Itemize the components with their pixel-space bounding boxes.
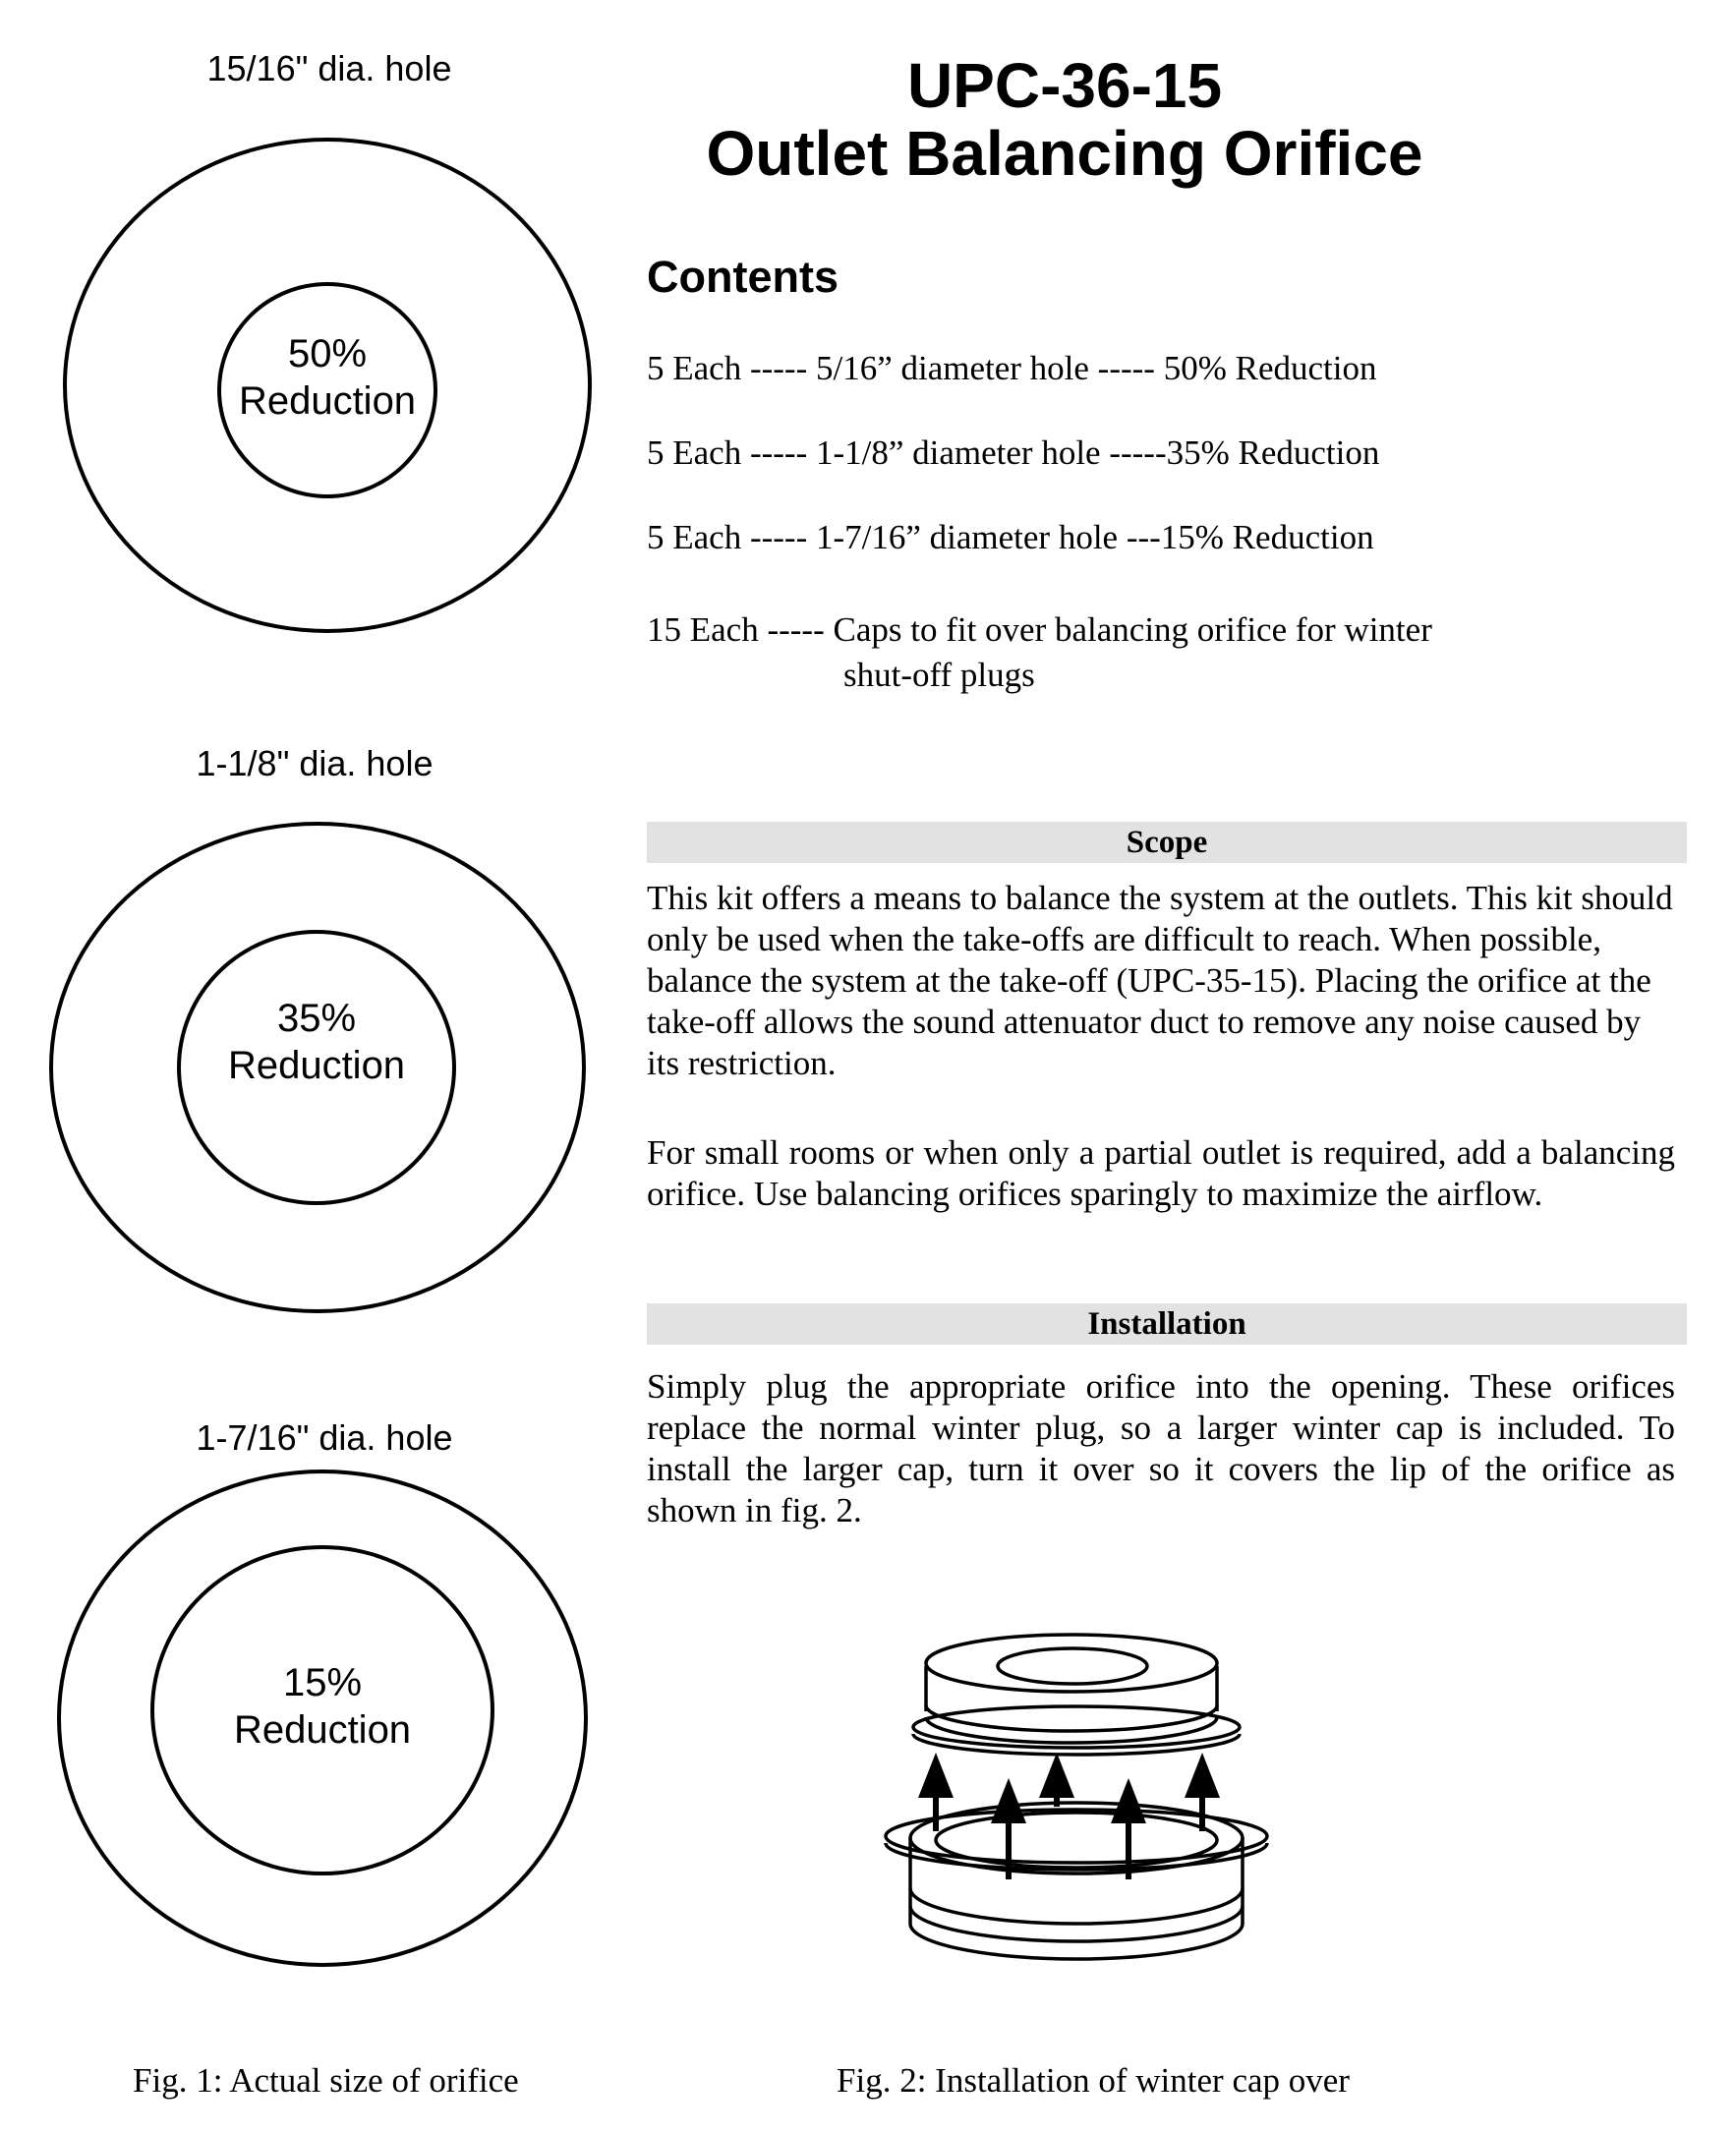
installation-header-bar (647, 1303, 1687, 1345)
fig1-reduction-text-15 (175, 1659, 470, 1754)
fig1-word-15: Reduction (233, 1708, 412, 1752)
fig1-label-35: 1-1/8" dia. hole (196, 743, 434, 783)
orifice-ring-drawing (886, 1803, 1267, 1959)
fig1-caption: Fig. 1: Actual size of orifice (133, 2061, 519, 2100)
fig2-winter-cap-installation-drawing (831, 1597, 1342, 2020)
contents-item-2: 5 Each ----- 1-1/8” diameter hole -----35% Reduction (647, 433, 1380, 472)
scope-paragraph-1: This kit offers a means to balance the system at the outlets. This kit should only be used when the take-offs are difficult to reach. When possible, balance the system at the take-off (UPC-35-15). Placing the orifice at the take-off allows the sound attenuator duct to remove any noise caused by its restriction. (647, 879, 1673, 1082)
contents-item-1: 5 Each ----- 5/16” diameter hole ----- 50% Reduction (647, 349, 1377, 387)
fig1-label-15: 1-7/16" dia. hole (196, 1417, 453, 1458)
winter-cap-drawing (913, 1635, 1240, 1755)
fig1-word-35: Reduction (227, 1044, 406, 1087)
contents-item-4-line2: shut-off plugs (843, 656, 1035, 694)
fig1-label-50: 15/16" dia. hole (206, 48, 452, 88)
contents-heading: Contents (647, 252, 839, 302)
fig1-reduction-text-50 (180, 330, 475, 425)
scope-heading-label: Scope (1126, 825, 1208, 860)
installation-heading-label: Installation (1087, 1306, 1246, 1342)
fig1-percent-15: 15% (282, 1661, 363, 1704)
fig1-reduction-text-35 (169, 995, 464, 1089)
page-title (622, 52, 1507, 188)
fig1-percent-35: 35% (276, 997, 357, 1040)
page-title-line1: UPC-36-15 (906, 50, 1223, 121)
fig1-word-50: Reduction (238, 379, 417, 423)
contents-item-4-line1: 15 Each ----- Caps to fit over balancing orifice for winter (647, 610, 1432, 649)
page-title-line2: Outlet Balancing Orifice (706, 118, 1423, 189)
installation-paragraph: Simply plug the appropriate orifice into the opening. These orifices replace the normal winter plug, so a larger winter cap is included. To install the larger cap, turn it over so it covers the lip of the orifice as shown in fig. 2. (647, 1367, 1675, 1529)
contents-item-3: 5 Each ----- 1-7/16” diameter hole ---15% Reduction (647, 518, 1374, 556)
scope-paragraph-2: For small rooms or when only a partial outlet is required, add a balancing orifice. Use balancing orifices sparingly to maximize the airflow. (647, 1133, 1675, 1213)
fig2-caption: Fig. 2: Installation of winter cap over (837, 2061, 1350, 2100)
contents-item-4 (647, 607, 1432, 698)
scope-header-bar (647, 822, 1687, 863)
fig1-percent-50: 50% (287, 332, 368, 375)
